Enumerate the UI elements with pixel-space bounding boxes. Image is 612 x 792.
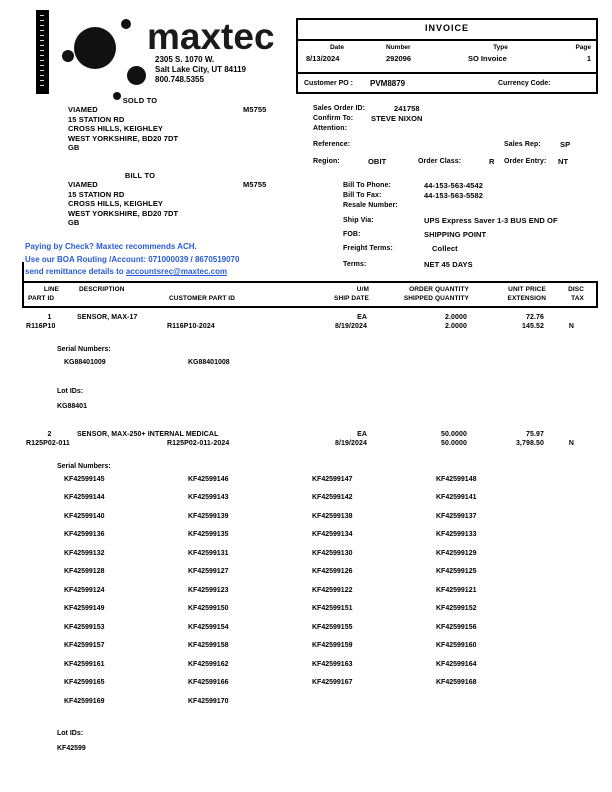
- sold-to-address-line: 15 STATION RD: [68, 114, 125, 124]
- serial-number: KF42599153: [64, 623, 105, 631]
- logo-dot-icon: [127, 66, 146, 85]
- col-um-label: U/M: [356, 286, 369, 293]
- reference-label: Reference:: [313, 141, 351, 148]
- empty-cell: [544, 431, 594, 438]
- serial-number: KF42599147: [312, 475, 353, 483]
- serial-number: KF42599151: [312, 605, 353, 612]
- serial-number: KF42599136: [64, 531, 105, 538]
- serial-numbers-grid: [64, 476, 598, 717]
- col-order-qty-label: ORDER QUANTITY: [409, 286, 469, 293]
- customer-po-value: PVM8879: [370, 78, 406, 88]
- logo-dot-icon: [74, 27, 116, 69]
- sold-to-address: [68, 105, 178, 153]
- logo-wordmark: maxtec: [147, 16, 275, 57]
- serial-number: KF42599158: [188, 642, 229, 649]
- bill-to-address-line: VIAMED: [68, 180, 98, 189]
- order-class-value: R: [489, 157, 495, 166]
- invoice-header-box: [296, 18, 598, 94]
- region-label: Region:: [313, 158, 340, 165]
- serial-number: KF42599131: [188, 549, 229, 557]
- line-number: 2: [47, 430, 52, 438]
- item-tax-flag: N: [568, 323, 574, 330]
- serial-number: KF42599143: [188, 494, 229, 501]
- item-um: EA: [357, 314, 367, 321]
- serial-number: KF42599170: [188, 697, 229, 705]
- item-description: SENSOR, MAX-17: [77, 314, 138, 321]
- item-unit-price: 72.76: [525, 314, 544, 321]
- fax-edge-marks: [40, 15, 44, 89]
- bill-to-address-line: WEST YORKSHIRE, BD20 7DT: [68, 208, 179, 218]
- resale-number-label: Resale Number:: [343, 202, 398, 209]
- lot-ids-label: Lot IDs:: [57, 387, 84, 395]
- serial-number: KF42599137: [436, 512, 477, 520]
- empty-cell: [544, 314, 594, 321]
- lot-id: KF42599: [57, 745, 86, 752]
- serial-numbers-label: Serial Numbers:: [57, 462, 111, 470]
- serial-number: KF42599169: [64, 697, 105, 705]
- ach-note-line3-prefix: send remittance details to: [25, 267, 126, 276]
- col-extension-label: EXTENSION: [507, 295, 546, 302]
- company-address-line: Salt Lake City, UT 84119: [155, 65, 247, 74]
- confirm-to-value: STEVE NIXON: [371, 114, 423, 123]
- region-value: OBIT: [368, 157, 387, 166]
- empty-cell: [77, 440, 167, 447]
- line-item-row: [22, 440, 598, 447]
- sold-to-address-line: WEST YORKSHIRE, BD20 7DT: [68, 133, 179, 143]
- item-customer-part-id: R116P10-2024: [167, 323, 215, 330]
- serial-number: KF42599142: [312, 494, 353, 501]
- sales-rep-value: SP: [560, 140, 571, 149]
- col-description-label: DESCRIPTION: [79, 286, 125, 293]
- serial-number: KF42599166: [188, 679, 229, 686]
- sales-order-id-label: Sales Order ID:: [313, 105, 366, 112]
- freight-terms-value: Collect: [432, 244, 458, 253]
- item-extension: 3,798.50: [515, 439, 544, 447]
- lot-ids-grid: [57, 403, 598, 417]
- item-description: SENSOR, MAX-250+ INTERNAL MEDICAL: [77, 430, 219, 438]
- serial-number: KF42599128: [64, 568, 105, 575]
- serial-number: KF42599140: [64, 512, 105, 520]
- freight-terms-label: Freight Terms:: [343, 245, 393, 252]
- item-customer-part-id: R125P02-011-2024: [167, 439, 230, 447]
- serial-number: KF42599150: [188, 605, 229, 612]
- items-table-header: [22, 281, 598, 308]
- item-ship-date: 8/19/2024: [334, 323, 367, 330]
- lot-ids-label: Lot IDs:: [57, 730, 84, 737]
- type-value: SO Invoice: [468, 54, 507, 63]
- col-unit-price-label: UNIT PRICE: [508, 286, 546, 293]
- company-address: [155, 55, 246, 85]
- bill-to-phone-value: 44-153-563-4542: [424, 181, 484, 190]
- serial-number: KF42599121: [436, 586, 477, 594]
- ach-note: [25, 241, 239, 279]
- serial-number: KF42599155: [312, 623, 353, 631]
- bill-to-code: M5755: [243, 180, 267, 189]
- col-disc-label: DISC: [568, 286, 584, 293]
- ach-note-line1: Paying by Check? Maxtec recommends ACH.: [25, 242, 197, 251]
- col-part-id-label: PART ID: [28, 295, 55, 302]
- col-tax-label: TAX: [571, 295, 584, 302]
- item-shipped-qty: 2.0000: [444, 323, 467, 330]
- line-item-row: [22, 431, 598, 438]
- serial-number: KF42599148: [436, 475, 477, 483]
- serial-number: KF42599164: [436, 660, 477, 668]
- col-line-label: LINE: [43, 286, 60, 293]
- item-shipped-qty: 50.0000: [440, 439, 467, 447]
- company-address-line: 800.748.5355: [155, 75, 204, 84]
- serial-number: KF42599168: [436, 679, 477, 686]
- sold-to-heading: SOLD TO: [122, 96, 158, 105]
- sold-to-address-line: GB: [68, 143, 80, 152]
- serial-number: KF42599134: [312, 531, 353, 538]
- serial-number: KF42599130: [312, 549, 353, 557]
- lot-id: KG88401: [57, 402, 87, 410]
- ach-note-line2: Use our BOA Routing /Account: 071000039 / 8670519070: [25, 254, 240, 264]
- item-tax-flag: N: [568, 439, 574, 447]
- item-part-id: R125P02-011: [26, 439, 70, 447]
- remittance-email-link[interactable]: accountsrec@maxtec.com: [125, 267, 228, 276]
- ship-via-label: Ship Via:: [343, 217, 374, 224]
- logo-dot-icon: [62, 50, 74, 62]
- serial-number: KF42599132: [64, 549, 105, 557]
- serial-number: KF42599138: [312, 512, 353, 520]
- ship-via-value: UPS Express Saver 1-3 BUS END OF: [424, 216, 558, 225]
- invoice-title: INVOICE: [298, 20, 596, 41]
- fob-value: SHIPPING POINT: [424, 230, 487, 239]
- item-um: EA: [357, 430, 367, 438]
- serial-number: KF42599123: [188, 586, 229, 594]
- sold-to-address-line: VIAMED: [68, 105, 98, 114]
- page-value: 1: [586, 54, 591, 63]
- serial-number: KF42599139: [188, 512, 229, 520]
- bill-to-address: [68, 180, 178, 228]
- bill-to-address-line: 15 STATION RD: [68, 189, 125, 199]
- serial-number: KF42599149: [64, 605, 105, 612]
- serial-number: KF42599165: [64, 679, 105, 686]
- serial-number: KF42599160: [436, 642, 477, 649]
- serial-number: KF42599144: [64, 494, 105, 501]
- empty-cell: [77, 323, 167, 330]
- serial-numbers-label: Serial Numbers:: [57, 346, 111, 353]
- col-shipped-qty-label: SHIPPED QUANTITY: [403, 295, 469, 302]
- line-item-row: [22, 323, 598, 330]
- bill-to-fax-label: Bill To Fax:: [343, 192, 382, 199]
- line-number: 1: [47, 314, 52, 321]
- item-ship-date: 8/19/2024: [334, 439, 367, 447]
- serial-number: KF42599152: [436, 605, 477, 612]
- col-ship-date-label: SHIP DATE: [334, 295, 369, 302]
- sales-order-id-value: 241758: [394, 104, 420, 113]
- serial-number: KF42599129: [436, 549, 477, 557]
- fob-label: FOB:: [343, 231, 361, 238]
- serial-number: KG88401009: [64, 359, 106, 366]
- items-table: [22, 281, 598, 759]
- fax-edge-bar: [36, 10, 49, 94]
- item-order-qty: 50.0000: [440, 430, 467, 438]
- col-spacer: [79, 294, 169, 303]
- serial-number: KF42599159: [312, 642, 353, 649]
- serial-number: KF42599161: [64, 660, 105, 668]
- item-extension: 145.52: [521, 323, 544, 330]
- number-value: 292096: [386, 54, 412, 63]
- serial-number: KF42599162: [188, 660, 229, 668]
- serial-number: KF42599125: [436, 568, 477, 575]
- sold-to-code: M5755: [243, 105, 267, 114]
- line-item-row: [22, 314, 598, 321]
- sold-to-address-line: CROSS HILLS, KEIGHLEY: [68, 124, 164, 133]
- serial-number: KF42599141: [436, 494, 477, 501]
- serial-number: KG88401008: [188, 359, 230, 366]
- serial-number: KF42599127: [188, 568, 229, 575]
- bill-to-heading: BILL TO: [124, 171, 156, 180]
- ach-note-line3: [25, 266, 239, 279]
- attention-label: Attention:: [313, 125, 348, 132]
- currency-code-label: Currency Code:: [498, 79, 551, 87]
- page-label: Page: [575, 44, 591, 51]
- serial-number: KF42599154: [188, 623, 229, 631]
- serial-number: KF42599146: [188, 475, 229, 483]
- date-value: 8/13/2024: [306, 54, 340, 63]
- logo-dot-icon: [121, 19, 131, 29]
- date-label: Date: [329, 44, 345, 51]
- bill-to-fax-value: 44-153-563-5582: [424, 191, 484, 200]
- serial-number: KF42599157: [64, 642, 105, 649]
- item-unit-price: 75.97: [525, 430, 544, 438]
- order-entry-value: NT: [558, 157, 569, 166]
- serial-number: KF42599156: [436, 623, 477, 631]
- serial-number: KF42599122: [312, 586, 353, 594]
- serial-number: KF42599126: [312, 568, 353, 575]
- serial-number: KF42599145: [64, 475, 105, 483]
- item-part-id: R116P10: [26, 323, 56, 330]
- col-spacer: [169, 285, 289, 294]
- lot-ids-grid: [57, 745, 598, 759]
- terms-value: NET 45 DAYS: [424, 260, 473, 269]
- bill-to-phone-label: Bill To Phone:: [343, 182, 391, 189]
- company-address-line: 2305 S. 1070 W.: [155, 55, 215, 64]
- order-class-label: Order Class:: [418, 158, 462, 165]
- serial-numbers-grid: [64, 359, 598, 378]
- col-customer-part-id-label: CUSTOMER PART ID: [169, 295, 235, 302]
- table-border-tick: [22, 262, 24, 282]
- order-entry-label: Order Entry:: [504, 158, 547, 165]
- customer-po-label: Customer PO :: [304, 79, 354, 87]
- number-label: Number: [386, 44, 411, 51]
- serial-number: KF42599167: [312, 679, 353, 686]
- serial-number: KF42599135: [188, 531, 229, 538]
- type-label: Type: [493, 44, 508, 51]
- sales-rep-label: Sales Rep:: [504, 141, 541, 148]
- serial-number: KF42599133: [436, 531, 477, 538]
- confirm-to-label: Confirm To:: [313, 115, 354, 122]
- item-order-qty: 2.0000: [444, 314, 467, 321]
- terms-label: Terms:: [343, 261, 367, 268]
- bill-to-address-line: GB: [68, 218, 80, 227]
- bill-to-address-line: CROSS HILLS, KEIGHLEY: [68, 199, 164, 208]
- serial-number: KF42599124: [64, 586, 105, 594]
- serial-number: KF42599163: [312, 660, 353, 668]
